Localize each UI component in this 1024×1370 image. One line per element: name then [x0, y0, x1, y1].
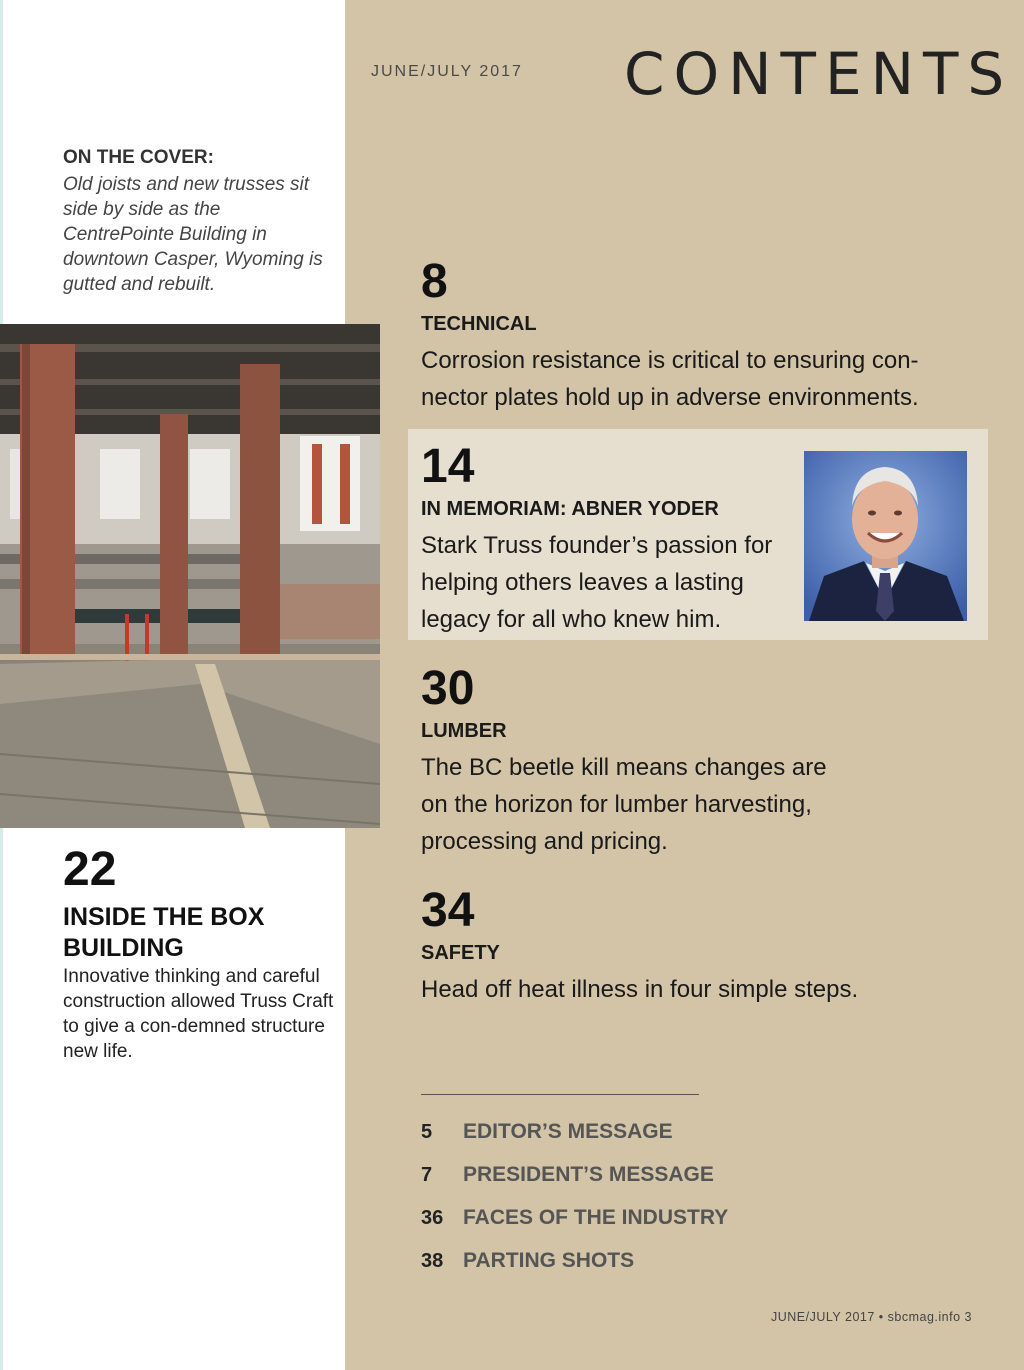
dept-item-parting-shots[interactable] [421, 1249, 634, 1273]
entry-category: SAFETY [421, 942, 500, 964]
portrait-image [804, 451, 967, 621]
feature-page-number[interactable]: 22 [63, 843, 117, 896]
page-title: CONTENTS [624, 40, 1014, 108]
dept-item-presidents-message[interactable] [421, 1163, 714, 1187]
entry-desc-line: on the horizon for lumber harvesting, [421, 791, 812, 818]
dept-label: EDITOR’S MESSAGE [463, 1120, 673, 1143]
section-divider [421, 1094, 699, 1095]
entry-desc-line: helping others leaves a lasting [421, 569, 744, 596]
entry-desc-line: Stark Truss founder’s passion for [421, 532, 773, 559]
toc-entry-memoriam[interactable] [421, 441, 772, 638]
dept-label: PARTING SHOTS [463, 1249, 635, 1272]
dept-label: FACES OF THE INDUSTRY [463, 1206, 729, 1229]
cover-photo[interactable] [0, 324, 380, 828]
dept-page-number: 5 [421, 1121, 433, 1143]
dept-item-faces-of-industry[interactable] [421, 1206, 728, 1230]
cover-caption: Old joists and new trusses sit side by side as the CentrePointe Building in downtown Casper, Wyoming is gutted and rebuilt. [63, 174, 323, 295]
entry-page-number: 30 [421, 662, 475, 715]
entry-desc-line: processing and pricing. [421, 828, 668, 855]
entry-description [421, 749, 827, 860]
toc-entry-technical[interactable] [421, 256, 919, 416]
feature-description: Innovative thinking and careful construction allowed Truss Craft to give a con-demned structure new life. [63, 966, 334, 1062]
entry-desc-line: Corrosion resistance is critical to ensuring con- [421, 347, 919, 374]
dept-page-number: 36 [421, 1207, 444, 1229]
portrait-photo [804, 451, 967, 621]
entry-desc-line: legacy for all who knew him. [421, 606, 722, 633]
dept-label: PRESIDENT’S MESSAGE [463, 1163, 714, 1186]
entry-page-number: 34 [421, 884, 475, 937]
page-footer: JUNE/JULY 2017 • sbcmag.info 3 [771, 1310, 972, 1324]
entry-description [421, 971, 858, 1008]
entry-desc-line: nector plates hold up in adverse environments. [421, 384, 919, 411]
construction-image [0, 324, 380, 828]
entry-page-number: 8 [421, 255, 448, 308]
entry-desc-line: Head off heat illness in four simple steps. [421, 976, 859, 1003]
toc-entry-lumber[interactable] [421, 663, 827, 860]
dept-page-number: 38 [421, 1250, 444, 1272]
cover-heading: ON THE COVER: [63, 147, 214, 168]
entry-description [421, 527, 772, 638]
entry-category: TECHNICAL [421, 313, 537, 335]
toc-entry-safety[interactable] [421, 885, 858, 1008]
entry-description [421, 342, 919, 416]
entry-category: LUMBER [421, 720, 507, 742]
issue-date: JUNE/JULY 2017 [371, 63, 523, 80]
entry-desc-line: The BC beetle kill means changes are [421, 754, 827, 781]
feature-heading[interactable]: INSIDE THE BOX BUILDING [63, 903, 265, 962]
dept-item-editors-message[interactable] [421, 1120, 673, 1144]
dept-page-number: 7 [421, 1164, 433, 1186]
entry-page-number: 14 [421, 440, 475, 493]
entry-category: IN MEMORIAM: ABNER YODER [421, 498, 719, 520]
